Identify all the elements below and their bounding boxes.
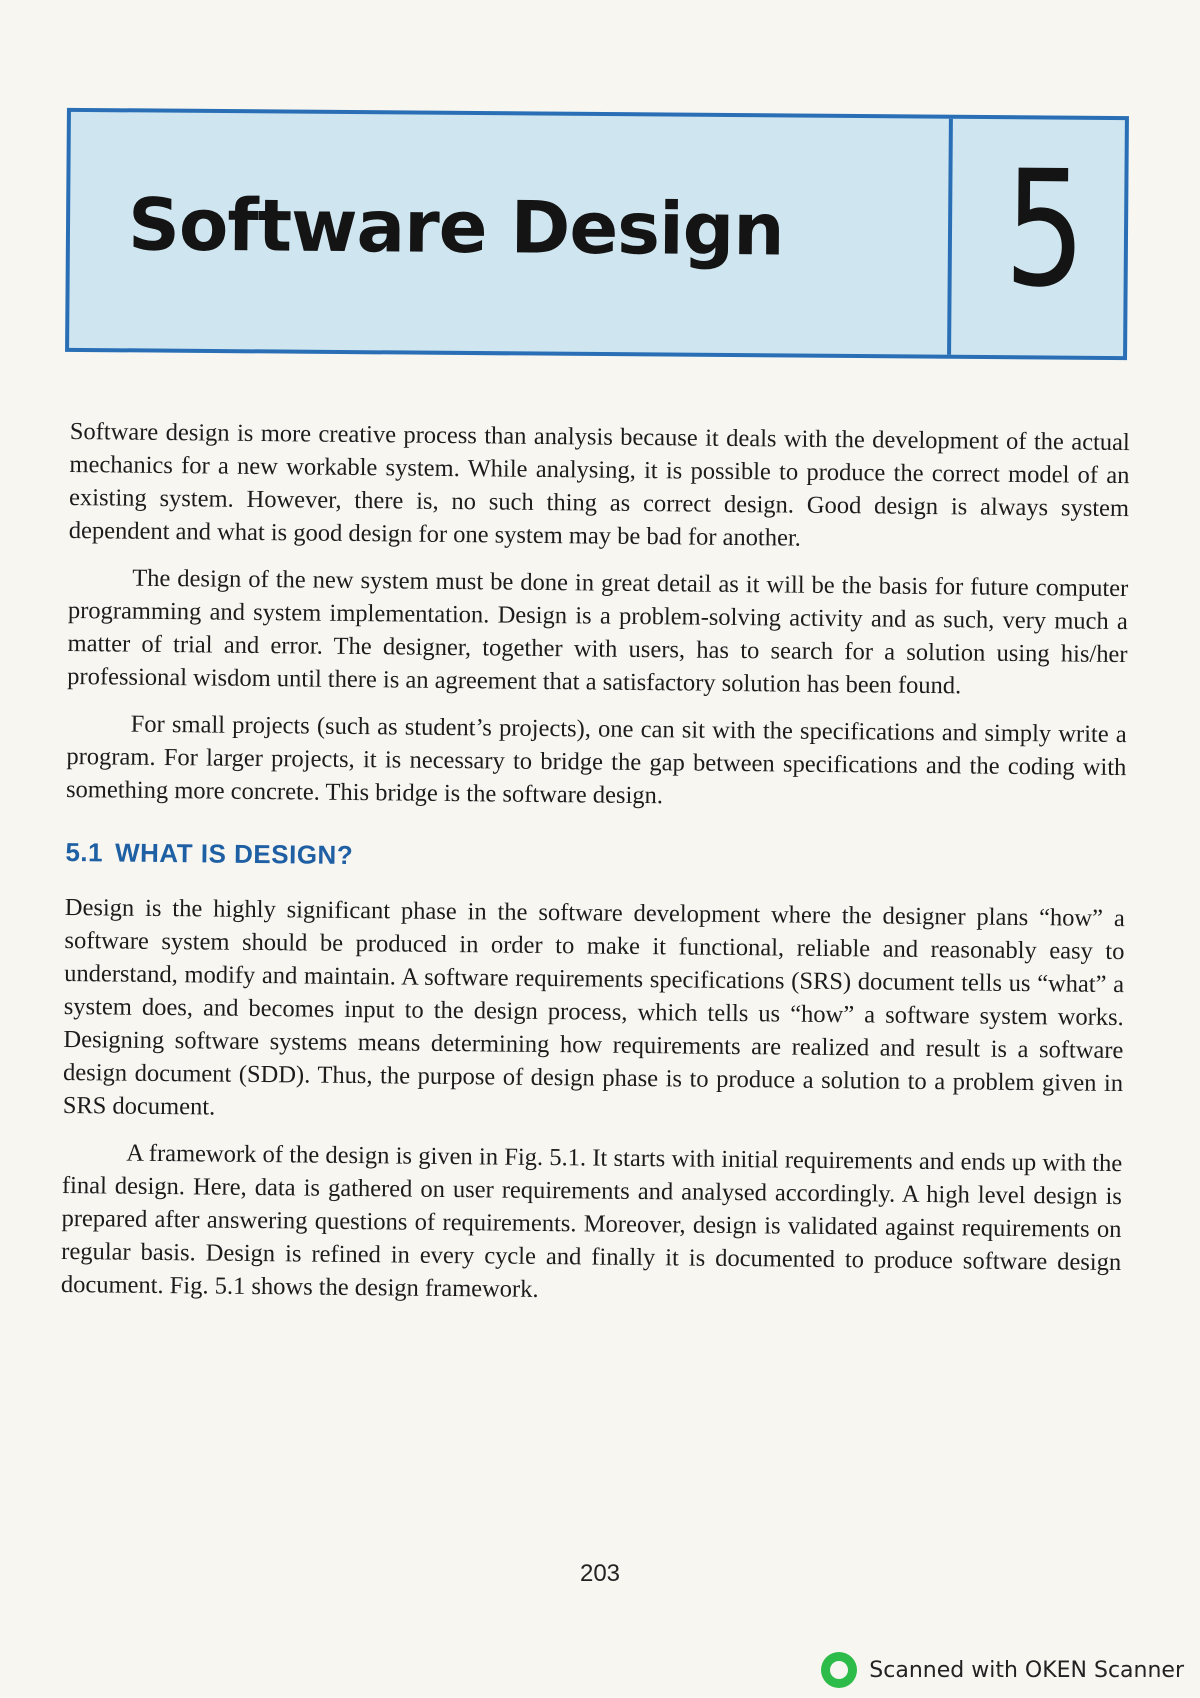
chapter-banner xyxy=(65,108,1129,360)
page-number: 203 xyxy=(579,1560,621,1587)
chapter-number: 5 xyxy=(1003,135,1087,323)
intro-paragraph-1: Software design is more creative process than analysis because it deals with the development of the actual mechanics for a new workable system. While analysing, it is possible to produce the correct model of an existing system. However, there is, no such thing as correct design. Good design is always system dependent and what is good design for one system may be bad for another. xyxy=(68,417,1130,552)
intro-paragraph-2: The design of the new system must be done in great detail as it will be the basis for future computer programming and system implementation. Design is a problem-solving activity and as such, very much a matter of trial and error. The designer, together with users, has to search for a solution using his/her professional wisdom until there is an agreement that a satisfactory solution has been found. xyxy=(67,564,1129,700)
intro-paragraph-3: For small projects (such as student’s projects), one can sit with the specifications and simply write a program. For larger projects, it is necessary to bridge the gap between specifications and the coding with something more concrete. This bridge is the software design. xyxy=(65,710,1127,810)
chapter-divider xyxy=(947,119,953,355)
chapter-title: Software Design xyxy=(127,182,784,272)
scanner-badge xyxy=(821,1652,1184,1688)
body-text xyxy=(61,415,1130,1326)
scanner-logo-icon xyxy=(821,1652,857,1688)
section-number: 5.1 xyxy=(65,836,104,868)
section-title: WHAT IS DESIGN? xyxy=(114,837,354,870)
section-paragraph-1: Design is the highly significant phase in the software development where the designer plans “how” a software system should be produced in order to make it functional, reliable and reasonably easy to understand, modify and maintain. A software requirements specifications (SRS) document tells us “what” a system does, and becomes input to the design process, which tells us “how” a software system works. Designing software systems means determining how requirements are realized and result is a software design document (SDD). Thus, the purpose of design phase is to produce a solution to a problem given in SRS document. xyxy=(62,893,1125,1121)
section-heading xyxy=(65,836,1125,880)
scanner-badge-text: Scanned with OKEN Scanner xyxy=(869,1657,1184,1683)
section-paragraph-2: A framework of the design is given in Fig. 5.1. It starts with initial requirements and ends up with the final design. Here, data is gathered on user requirements and analysed accordingly. A high level design is prepared after answering questions of requirements. Moreover, design is validated against requirements on regular basis. Design is refined in every cycle and finally it is documented to produce software design document. Fig. 5.1 shows the design framework. xyxy=(60,1139,1123,1303)
